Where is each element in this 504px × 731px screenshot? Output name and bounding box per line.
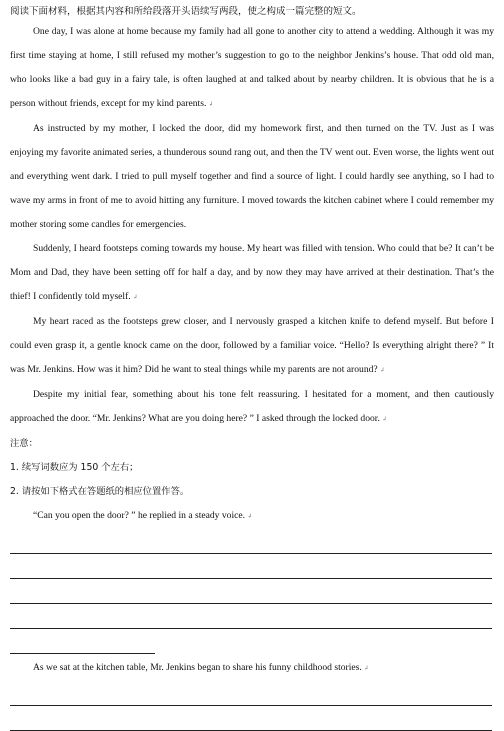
- paragraph-text: One day, I was alone at home because my family had all gone to another city to attend a wedding. Although it was my first time staying at home, I still refused my mother’s suggestion to go to the neighbor Jenkins’s house. That odd old man, who looks like a bad guy in a fairy tale, is often laughed at and talked about by nearby children. It is obvious that he is a person without friends, except for my kind parents.: [10, 26, 494, 109]
- story-paragraph: [10, 117, 494, 237]
- paragraph-text: As instructed by my mother, I locked the door, did my homework first, and then turned on the TV. Just as I was enjoying my favorite animated series, a thunderous sound rang out, and then the TV went out. Even worse, the lights went out and everything went dark. I tried to pull myself together and find a source of light. I could hardly see anything, so I had to wave my arms in front of me to avoid hitting any furniture. I moved towards the kitchen cabinet where I could remember my mother storing some candles for emergencies.: [10, 123, 494, 230]
- paragraph-mark-icon: ↲: [379, 368, 385, 374]
- writing-line[interactable]: [10, 579, 492, 604]
- story-paragraph: [10, 20, 494, 117]
- writing-line[interactable]: [10, 529, 492, 554]
- paragraph-opening-1: [10, 504, 494, 529]
- paragraph-text: Despite my initial fear, something about his tone felt reassuring. I hesitated for a moment, and then cautiously approached the door. “Mr. Jenkins? What are you doing here? ” I asked through the locked door.: [10, 389, 494, 424]
- answer-lines-2: [10, 681, 494, 731]
- note-item: 2. 请按如下格式在答题纸的相应位置作答。: [10, 486, 190, 497]
- note-item: 1. 续写词数应为 150 个左右；: [10, 462, 139, 473]
- writing-line[interactable]: [10, 629, 155, 654]
- paragraph-opening-2: [10, 656, 494, 681]
- story-text: [10, 20, 494, 432]
- paragraph-text: My heart raced as the footsteps grew closer, and I nervously grasped a kitchen knife to defend myself. But before I could even grasp it, a gentle knock came on the door, followed by a familiar voice. “Hello? Is everything alright there? ” It was Mr. Jenkins. How was it him? Did he want to steal things while my parents are not around?: [10, 316, 494, 375]
- paragraph-mark-icon: ↲: [132, 295, 138, 301]
- opening-text: “Can you open the door? ” he replied in a steady voice.: [33, 510, 246, 521]
- paragraph-mark-icon: ↲: [208, 102, 214, 108]
- writing-line[interactable]: [10, 706, 492, 731]
- paragraph-text: Suddenly, I heard footsteps coming towards my house. My heart was filled with tension. Who could that be? It can’t be Mom and Dad, they have been setting off for half a day, and by now they may have arrived at their destination. That’s the thief! I confidently told myself.: [10, 243, 494, 302]
- paragraph-mark-icon: ↲: [247, 514, 253, 520]
- task-instruction: 阅读下面材料，根据其内容和所给段落开头语续写两段，使之构成一篇完整的短文。: [10, 6, 362, 17]
- answer-lines-1: [10, 529, 494, 654]
- writing-line[interactable]: [10, 681, 492, 706]
- story-paragraph: [10, 237, 494, 310]
- document-page: [10, 6, 494, 731]
- paragraph-mark-icon: ↲: [381, 417, 387, 423]
- notes-heading: 注意：: [10, 438, 38, 449]
- story-paragraph: [10, 310, 494, 383]
- opening-text: As we sat at the kitchen table, Mr. Jenkins began to share his funny childhood stories.: [33, 662, 362, 673]
- writing-line[interactable]: [10, 554, 492, 579]
- writing-line[interactable]: [10, 604, 492, 629]
- paragraph-mark-icon: ↲: [363, 666, 369, 672]
- story-paragraph: [10, 383, 494, 432]
